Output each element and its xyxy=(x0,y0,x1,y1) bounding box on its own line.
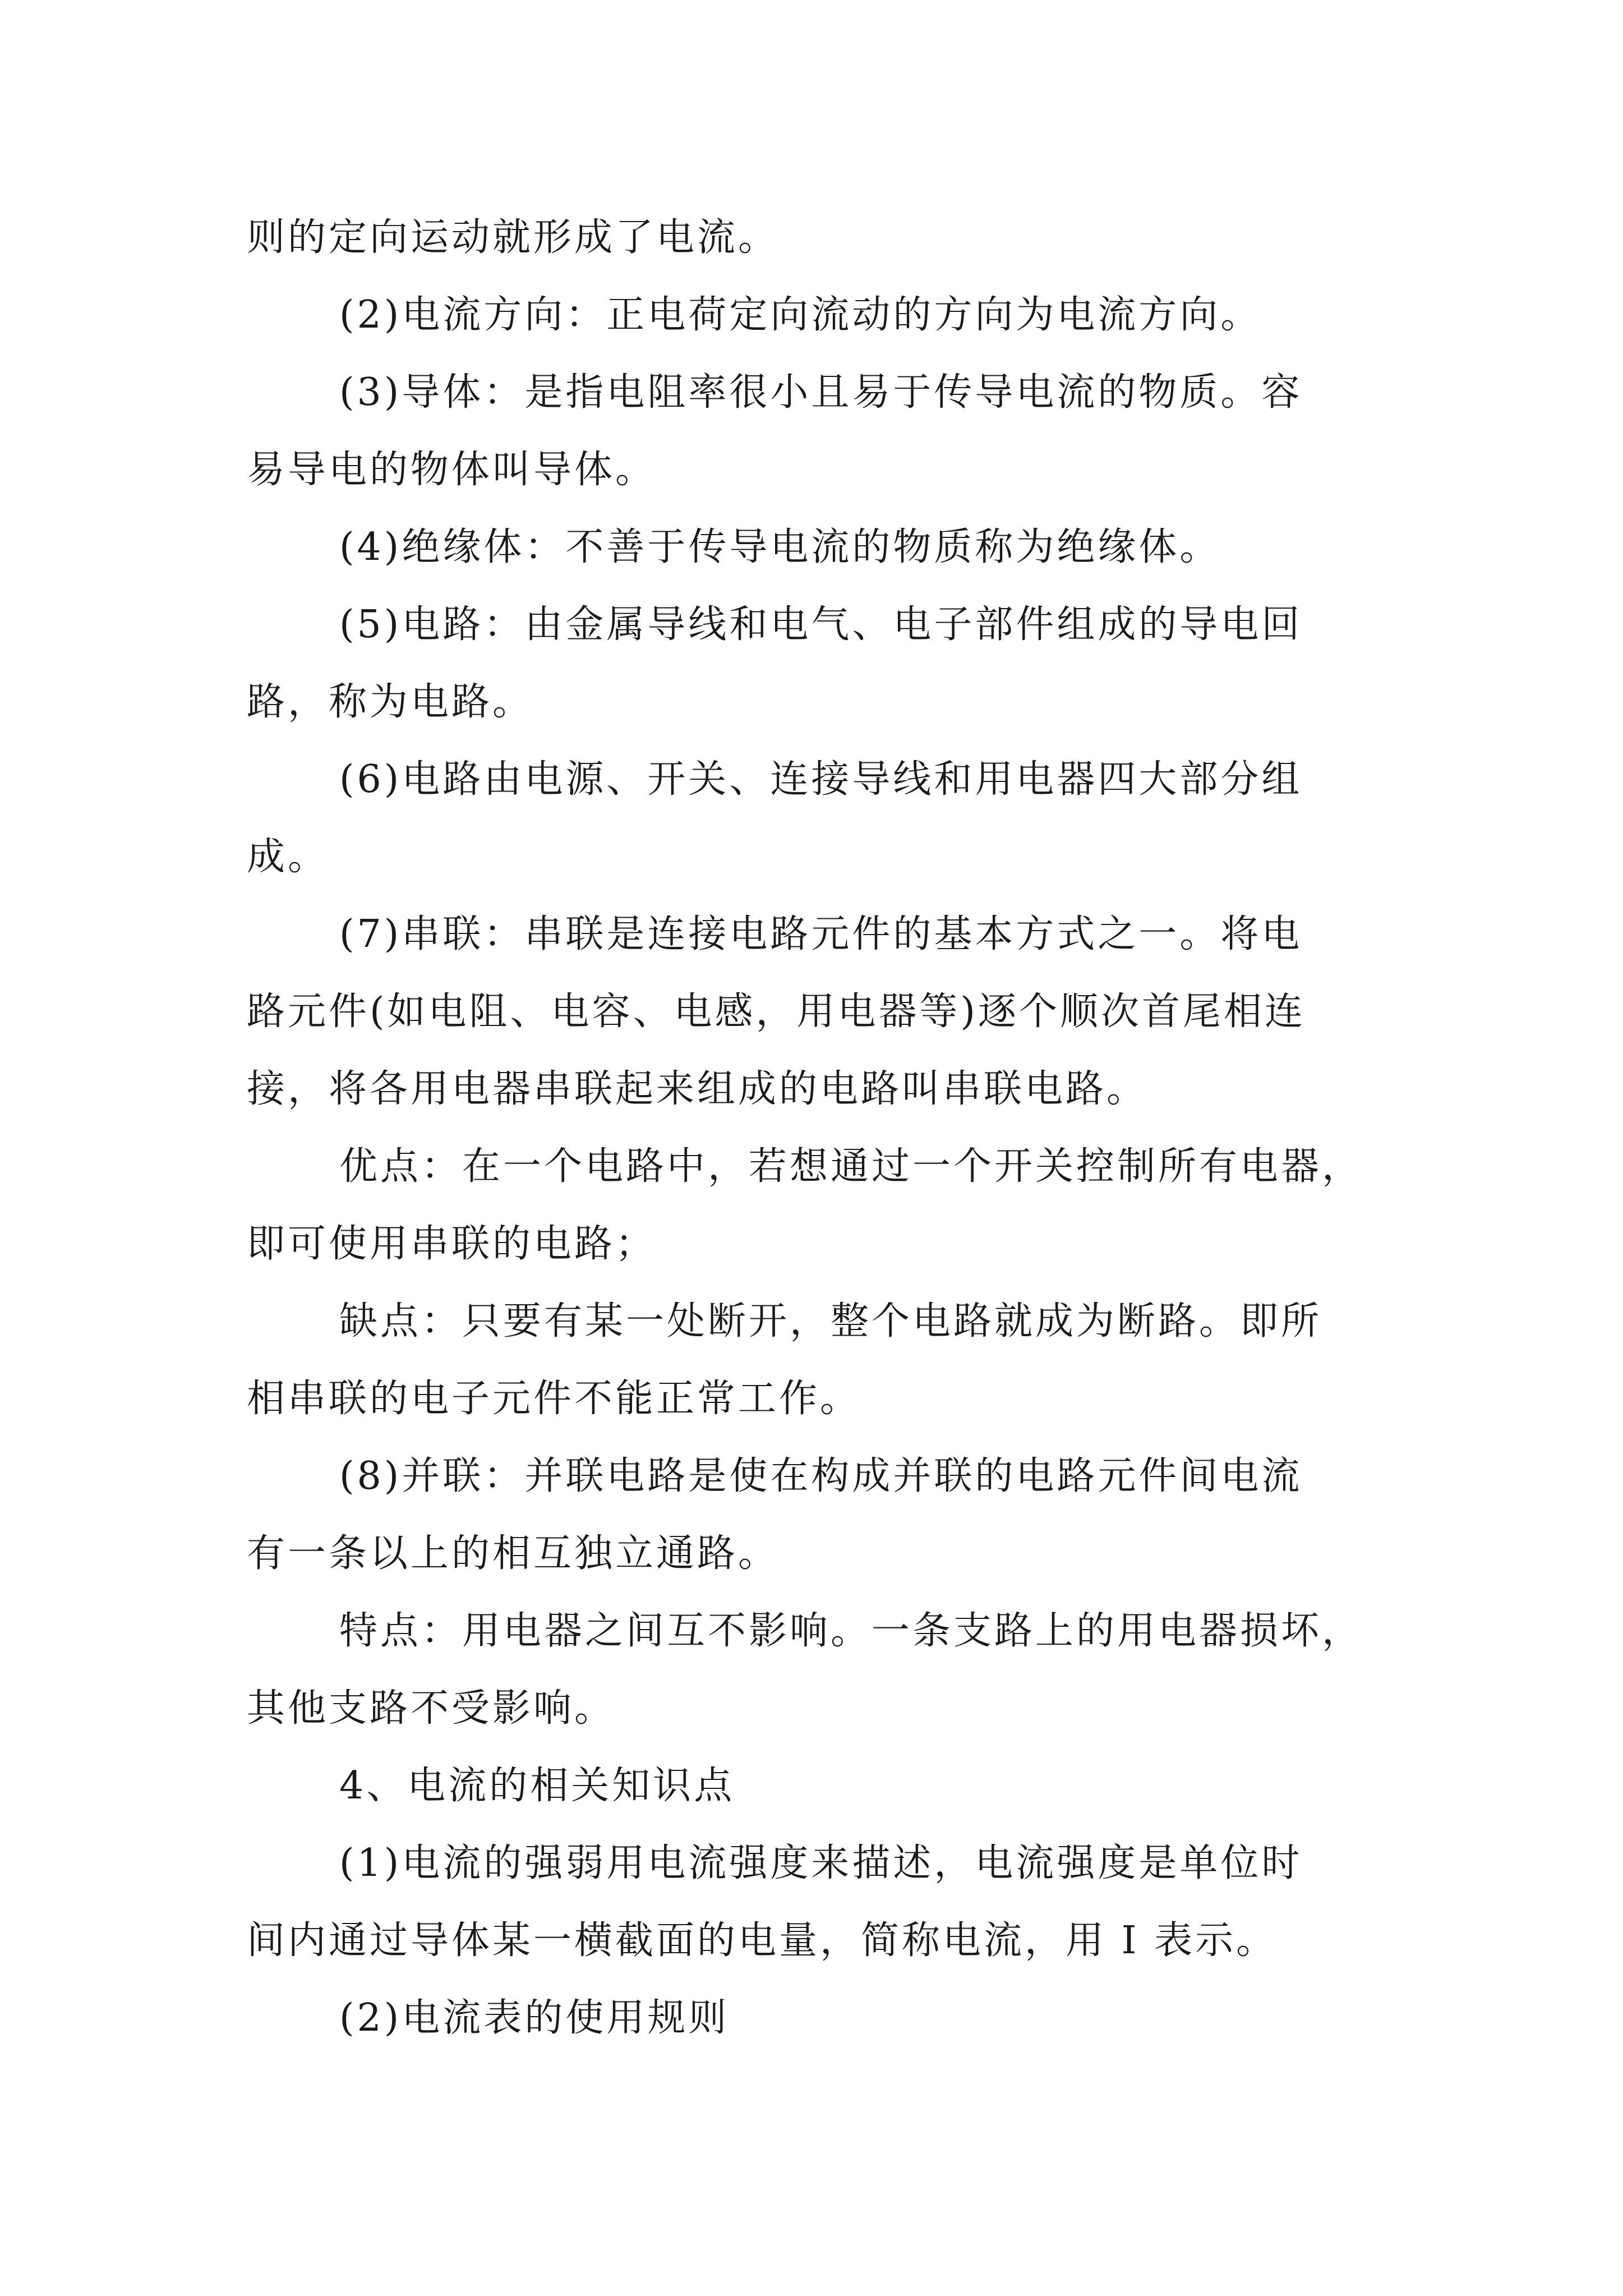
paragraph-parallel xyxy=(247,1438,1391,1593)
paragraph-current-formation-cont xyxy=(247,199,1391,277)
text-line: 接，将各用电器串联起来组成的电路叫串联电路。 xyxy=(247,1067,1148,1111)
paragraph-series-advantage xyxy=(247,1128,1391,1283)
text-line: 成。 xyxy=(247,835,329,879)
paragraph-ammeter-rules xyxy=(247,1980,1391,2057)
text-line: 优点：在一个电路中，若想通过一个开关控制所有电器， xyxy=(339,1144,1363,1189)
paragraph-series-disadvantage xyxy=(247,1283,1391,1438)
paragraph-conductor xyxy=(247,354,1391,509)
text-line: (2)电流方向：正电荷定向流动的方向为电流方向。 xyxy=(339,293,1262,337)
text-line: 特点：用电器之间互不影响。一条支路上的用电器损坏， xyxy=(339,1609,1363,1653)
document-body xyxy=(247,199,1391,2057)
text-line: (1)电流的强弱用电流强度来描述，电流强度是单位时 xyxy=(339,1841,1303,1885)
paragraph-insulator xyxy=(247,509,1391,586)
text-line: 易导电的物体叫导体。 xyxy=(247,448,657,492)
text-line: 即可使用串联的电路； xyxy=(247,1222,657,1266)
paragraph-circuit-parts xyxy=(247,741,1391,896)
text-line: 则的定向运动就形成了电流。 xyxy=(247,215,780,260)
paragraph-current-direction xyxy=(247,277,1391,354)
text-line: 有一条以上的相互独立通路。 xyxy=(247,1531,780,1576)
paragraph-current-strength xyxy=(247,1825,1391,1980)
text-line: (3)导体：是指电阻率很小且易于传导电流的物质。容 xyxy=(339,370,1303,415)
text-line: 间内通过导体某一横截面的电量，简称电流，用 I 表示。 xyxy=(247,1918,1278,1963)
text-line: (4)绝缘体：不善于传导电流的物质称为绝缘体。 xyxy=(339,525,1221,569)
text-line: 缺点：只要有某一处断开，整个电路就成为断路。即所 xyxy=(339,1299,1322,1343)
text-line: (6)电路由电源、开关、连接导线和用电器四大部分组 xyxy=(339,757,1303,802)
text-line: 路元件(如电阻、电容、电感，用电器等)逐个顺次首尾相连 xyxy=(247,990,1306,1034)
text-line: 相串联的电子元件不能正常工作。 xyxy=(247,1377,861,1421)
text-line: (2)电流表的使用规则 xyxy=(339,1996,730,2040)
text-line: (8)并联：并联电路是使在构成并联的电路元件间电流 xyxy=(339,1454,1303,1498)
text-line: 其他支路不受影响。 xyxy=(247,1686,616,1731)
text-line: 4、电流的相关知识点 xyxy=(339,1764,735,1808)
paragraph-circuit xyxy=(247,586,1391,741)
text-line: (7)串联：串联是连接电路元件的基本方式之一。将电 xyxy=(339,912,1303,956)
paragraph-series xyxy=(247,896,1391,1128)
paragraph-parallel-feature xyxy=(247,1593,1391,1747)
text-line: 路，称为电路。 xyxy=(247,680,534,724)
section-heading-current-knowledge xyxy=(247,1747,1391,1825)
text-line: (5)电路：由金属导线和电气、电子部件组成的导电回 xyxy=(339,602,1303,647)
